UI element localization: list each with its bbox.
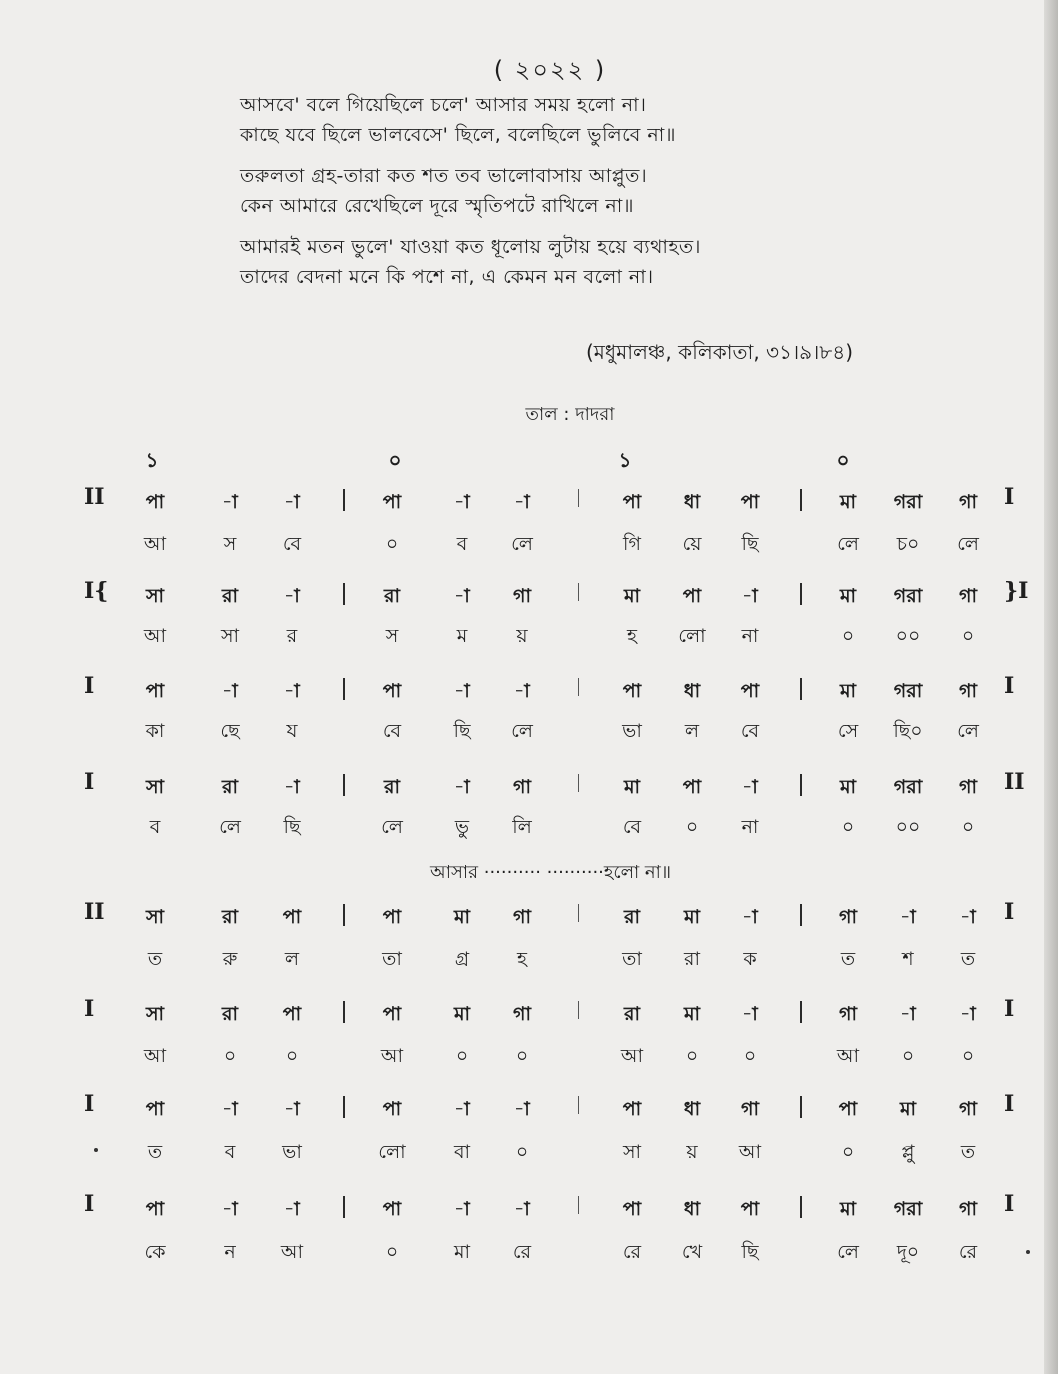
swara-note: পা	[622, 1098, 642, 1120]
swara-note: গা	[513, 1003, 531, 1025]
swara-note: সা	[145, 906, 165, 928]
swara-note: গা	[959, 680, 977, 702]
lyric-syllable: সা	[220, 625, 240, 647]
swara-note: মা	[839, 491, 857, 513]
lyric-line: কেন আমারে রেখেছিলে দূরে স্মৃতিপটে রাখিলে না॥	[240, 195, 635, 217]
swara-note: গা	[839, 1003, 857, 1025]
lyric-syllable: ল	[284, 948, 300, 970]
vibhag-divider	[800, 678, 802, 700]
swara-note: গা	[513, 776, 531, 798]
lyric-syllable: ত	[147, 1141, 163, 1163]
swara-note: -া	[284, 585, 300, 607]
swara-note: পা	[145, 491, 165, 513]
swara-note: গা	[959, 776, 977, 798]
lyric-syllable: রে	[512, 1241, 532, 1263]
swara-note: -া	[742, 776, 758, 798]
vibhag-divider	[578, 904, 579, 922]
lyric-syllable: সে	[837, 720, 859, 742]
swara-note: -া	[960, 1003, 976, 1025]
lyric-syllable: ল	[684, 720, 700, 742]
vibhag-divider	[578, 1096, 579, 1114]
swara-note: গা	[959, 491, 977, 513]
bar-open-mark: II	[84, 899, 105, 925]
swara-note: রা	[384, 585, 400, 607]
lyric-syllable: কে	[144, 1241, 166, 1263]
lyric-syllable: তা	[382, 948, 402, 970]
bar-close-mark: I	[1004, 673, 1015, 699]
swara-note: পা	[382, 1098, 402, 1120]
lyric-syllable: ০	[285, 1045, 299, 1067]
page-number: ( ২০২২ )	[493, 56, 607, 84]
swara-note: গা	[513, 585, 531, 607]
lyric-line: আমারই মতন ভুলে' যাওয়া কত ধূলোয় লুটায় হয়ে ব্যথাহত।	[240, 236, 701, 258]
swara-note: রা	[222, 906, 238, 928]
lyric-syllable: আ	[143, 625, 167, 647]
lyric-syllable: ০	[455, 1045, 469, 1067]
lyric-syllable: ত	[840, 948, 856, 970]
swara-note: -া	[284, 1198, 300, 1220]
lyric-syllable: ছে	[220, 720, 240, 742]
swara-note: -া	[960, 906, 976, 928]
lyric-syllable: ভা	[622, 720, 642, 742]
beat-marker: ১	[145, 448, 159, 472]
swara-note: গরা	[893, 585, 923, 607]
vibhag-divider	[343, 774, 345, 796]
swara-note: -া	[514, 491, 530, 513]
swara-note: -া	[222, 1098, 238, 1120]
lyric-syllable: চ০	[896, 533, 920, 555]
lyric-syllable: ব	[149, 816, 161, 838]
swara-note: পা	[382, 1198, 402, 1220]
vibhag-divider	[578, 1001, 579, 1019]
swara-note: মা	[899, 1098, 917, 1120]
swara-note: -া	[742, 585, 758, 607]
swara-note: পা	[622, 680, 642, 702]
lyric-syllable: ০	[685, 1045, 699, 1067]
lyric-syllable: ছি০	[893, 720, 923, 742]
bar-close-mark: I	[1004, 996, 1015, 1022]
swara-note: মা	[623, 776, 641, 798]
lyric-line: তাদের বেদনা মনে কি পশে না, এ কেমন মন বলো না।	[240, 266, 654, 288]
vibhag-divider	[800, 904, 802, 926]
lyric-syllable: বে	[740, 720, 760, 742]
vibhag-divider	[578, 583, 579, 601]
swara-note: -া	[284, 680, 300, 702]
lyric-syllable: সা	[622, 1141, 642, 1163]
lyric-syllable: ০০	[895, 625, 921, 647]
lyric-syllable: স	[385, 625, 399, 647]
lyric-syllable: লে	[511, 720, 533, 742]
lyric-syllable: বে	[622, 816, 642, 838]
lyric-syllable: ভু	[454, 816, 470, 838]
swara-note: গা	[741, 1098, 759, 1120]
swara-note: -া	[454, 585, 470, 607]
lyric-syllable: স	[223, 533, 237, 555]
swara-note: মা	[839, 776, 857, 798]
lyric-syllable: ত	[960, 948, 976, 970]
swara-note: -া	[454, 1098, 470, 1120]
swara-note: গরা	[893, 1198, 923, 1220]
lyric-syllable: তা	[622, 948, 642, 970]
lyric-syllable: ০	[515, 1045, 529, 1067]
bar-close-mark: I	[1004, 1091, 1015, 1117]
lyric-syllable: ন	[224, 1241, 236, 1263]
lyric-line: আসবে' বলে গিয়েছিলে চলে' আসার সময় হলো না।	[240, 94, 647, 116]
lyric-syllable: বা	[453, 1141, 471, 1163]
bar-open-mark: I	[84, 1191, 95, 1217]
vibhag-divider	[343, 489, 345, 511]
vibhag-divider	[578, 489, 579, 507]
lyric-syllable: ভা	[282, 1141, 302, 1163]
vibhag-divider	[343, 1096, 345, 1118]
swara-note: রা	[222, 776, 238, 798]
vibhag-divider	[343, 904, 345, 926]
lyric-syllable: ০০	[895, 816, 921, 838]
lyric-syllable: না	[741, 625, 759, 647]
lyric-syllable: ত	[960, 1141, 976, 1163]
swara-note: গরা	[893, 680, 923, 702]
bar-close-mark: }I	[1004, 578, 1029, 604]
stray-mark	[1026, 1250, 1030, 1254]
swara-note: মা	[683, 906, 701, 928]
swara-note: রা	[624, 906, 640, 928]
lyric-syllable: য়	[516, 625, 528, 647]
bar-close-mark: I	[1004, 1191, 1015, 1217]
swara-note: পা	[740, 1198, 760, 1220]
lyric-syllable: না	[741, 816, 759, 838]
tala-heading: তাল : দাদরা	[525, 404, 615, 425]
lyric-syllable: ছি	[741, 533, 759, 555]
bar-open-mark: I	[84, 996, 95, 1022]
vibhag-divider	[800, 489, 802, 511]
bar-close-mark: I	[1004, 899, 1015, 925]
lyric-syllable: লে	[511, 533, 533, 555]
swara-note: রা	[222, 1003, 238, 1025]
vibhag-divider	[343, 1196, 345, 1218]
vibhag-divider	[578, 678, 579, 696]
swara-note: সা	[145, 585, 165, 607]
lyric-syllable: হ	[517, 948, 527, 970]
swara-note: মা	[453, 906, 471, 928]
swara-note: -া	[454, 680, 470, 702]
vibhag-divider	[800, 774, 802, 796]
lyric-syllable: ০	[961, 816, 975, 838]
vibhag-divider	[800, 1196, 802, 1218]
swara-note: -া	[454, 776, 470, 798]
swara-note: পা	[740, 680, 760, 702]
swara-note: মা	[839, 680, 857, 702]
swara-note: -া	[454, 1198, 470, 1220]
bar-open-mark: I	[84, 1091, 95, 1117]
swara-note: গরা	[893, 491, 923, 513]
lyric-syllable: লে	[957, 533, 979, 555]
lyric-syllable: রে	[622, 1241, 642, 1263]
swara-note: পা	[145, 680, 165, 702]
lyric-syllable: রু	[222, 948, 238, 970]
swara-note: গা	[839, 906, 857, 928]
lyric-syllable: লো	[678, 625, 706, 647]
swara-note: -া	[900, 1003, 916, 1025]
swara-note: পা	[382, 680, 402, 702]
swara-note: গরা	[893, 776, 923, 798]
lyric-syllable: ০	[685, 816, 699, 838]
lyric-syllable: ম	[456, 625, 468, 647]
bar-open-mark: I	[84, 769, 95, 795]
swara-note: পা	[145, 1198, 165, 1220]
swara-note: -া	[284, 776, 300, 798]
lyric-syllable: ০	[841, 816, 855, 838]
lyric-syllable: লে	[837, 533, 859, 555]
swara-note: গা	[513, 906, 531, 928]
lyric-syllable: ০	[743, 1045, 757, 1067]
swara-note: রা	[624, 1003, 640, 1025]
lyric-syllable: লে	[219, 816, 241, 838]
swara-note: -া	[742, 1003, 758, 1025]
lyric-syllable: ত	[147, 948, 163, 970]
swara-note: পা	[382, 1003, 402, 1025]
lyric-syllable: ০	[841, 1141, 855, 1163]
lyric-syllable: ০	[385, 1241, 399, 1263]
swara-note: -া	[514, 1198, 530, 1220]
swara-note: ধা	[683, 1198, 701, 1220]
swara-note: -া	[514, 680, 530, 702]
swara-note: -া	[284, 491, 300, 513]
swara-note: পা	[145, 1098, 165, 1120]
swara-note: ধা	[683, 1098, 701, 1120]
lyric-syllable: আ	[143, 1045, 167, 1067]
bar-open-mark: I	[84, 673, 95, 699]
swara-note: -া	[222, 491, 238, 513]
lyric-syllable: মা	[453, 1241, 471, 1263]
composition-signature: (মধুমালঞ্চ, কলিকাতা, ৩১।৯।৮৪)	[586, 340, 854, 364]
swara-note: -া	[454, 491, 470, 513]
swara-note: মা	[623, 585, 641, 607]
lyric-syllable: আ	[620, 1045, 644, 1067]
bar-close-mark: II	[1004, 769, 1025, 795]
lyric-syllable: ০	[841, 625, 855, 647]
lyric-syllable: বে	[282, 533, 302, 555]
lyric-syllable: ০	[515, 1141, 529, 1163]
bar-open-mark: II	[84, 484, 105, 510]
lyric-syllable: ছি	[741, 1241, 759, 1263]
swara-note: পা	[282, 906, 302, 928]
vibhag-divider	[578, 1196, 579, 1214]
lyric-syllable: হ	[627, 625, 637, 647]
swara-note: সা	[145, 1003, 165, 1025]
vibhag-divider	[800, 583, 802, 605]
lyric-syllable: আ	[738, 1141, 762, 1163]
vibhag-divider	[578, 774, 579, 792]
swara-note: মা	[683, 1003, 701, 1025]
refrain-line: আসার ·········· ··········হলো না॥	[430, 862, 672, 883]
swara-note: পা	[382, 906, 402, 928]
lyric-syllable: য়	[686, 1141, 698, 1163]
lyric-syllable: ছি	[453, 720, 471, 742]
lyric-syllable: লে	[957, 720, 979, 742]
lyric-syllable: আ	[280, 1241, 304, 1263]
vibhag-divider	[343, 1001, 345, 1023]
lyric-syllable: ০	[961, 625, 975, 647]
swara-note: গা	[959, 1098, 977, 1120]
lyric-syllable: আ	[836, 1045, 860, 1067]
swara-note: পা	[682, 585, 702, 607]
beat-marker: ০	[388, 448, 402, 472]
swara-note: -া	[284, 1098, 300, 1120]
swara-note: -া	[514, 1098, 530, 1120]
swara-note: ধা	[683, 680, 701, 702]
swara-note: -া	[742, 906, 758, 928]
lyric-syllable: য়ে	[682, 533, 702, 555]
lyric-syllable: ক	[743, 948, 757, 970]
vibhag-divider	[800, 1096, 802, 1118]
lyric-syllable: লে	[837, 1241, 859, 1263]
swara-note: রা	[384, 776, 400, 798]
lyric-syllable: গ্র	[454, 948, 470, 970]
swara-note: গা	[959, 585, 977, 607]
swara-note: গা	[959, 1198, 977, 1220]
swara-note: -া	[222, 680, 238, 702]
swara-note: পা	[682, 776, 702, 798]
lyric-syllable: ছি	[283, 816, 301, 838]
bar-close-mark: I	[1004, 484, 1015, 510]
swara-note: পা	[740, 491, 760, 513]
beat-marker: ০	[836, 448, 850, 472]
lyric-syllable: শ	[902, 948, 914, 970]
swara-note: পা	[622, 491, 642, 513]
bar-open-mark: I{	[84, 578, 109, 604]
lyric-syllable: রে	[958, 1241, 978, 1263]
lyric-syllable: দূ০	[896, 1241, 920, 1263]
lyric-syllable: ০	[223, 1045, 237, 1067]
swara-note: -া	[900, 906, 916, 928]
swara-note: -া	[222, 1198, 238, 1220]
swara-note: পা	[382, 491, 402, 513]
lyric-syllable: আ	[380, 1045, 404, 1067]
lyric-syllable: লি	[512, 816, 532, 838]
lyric-syllable: আ	[143, 533, 167, 555]
vibhag-divider	[343, 583, 345, 605]
lyric-syllable: য	[286, 720, 298, 742]
lyric-syllable: খে	[681, 1241, 703, 1263]
swara-note: পা	[622, 1198, 642, 1220]
swara-note: মা	[453, 1003, 471, 1025]
swara-note: সা	[145, 776, 165, 798]
beat-marker: ১	[618, 448, 632, 472]
lyric-syllable: গি	[623, 533, 641, 555]
lyric-syllable: লো	[378, 1141, 406, 1163]
lyric-syllable: ০	[901, 1045, 915, 1067]
swara-note: মা	[839, 1198, 857, 1220]
swara-note: পা	[838, 1098, 858, 1120]
lyric-line: তরুলতা গ্রহ-তারা কত শত তব ভালোবাসায় আপ্লুত।	[240, 165, 648, 187]
lyric-syllable: ০	[385, 533, 399, 555]
stray-mark	[94, 1148, 98, 1152]
swara-note: মা	[839, 585, 857, 607]
vibhag-divider	[800, 1001, 802, 1023]
lyric-syllable: ০	[961, 1045, 975, 1067]
swara-note: ধা	[683, 491, 701, 513]
lyric-syllable: র	[286, 625, 298, 647]
lyric-syllable: লে	[381, 816, 403, 838]
lyric-syllable: ব	[224, 1141, 236, 1163]
lyric-syllable: রা	[684, 948, 700, 970]
swara-note: রা	[222, 585, 238, 607]
vibhag-divider	[343, 678, 345, 700]
lyric-syllable: ব	[456, 533, 468, 555]
lyric-syllable: প্লু	[901, 1141, 915, 1163]
swara-note: পা	[282, 1003, 302, 1025]
lyric-line: কাছে যবে ছিলে ভালবেসে' ছিলে, বলেছিলে ভুলিবে না॥	[240, 124, 677, 146]
lyric-syllable: কা	[145, 720, 165, 742]
lyric-syllable: বে	[382, 720, 402, 742]
